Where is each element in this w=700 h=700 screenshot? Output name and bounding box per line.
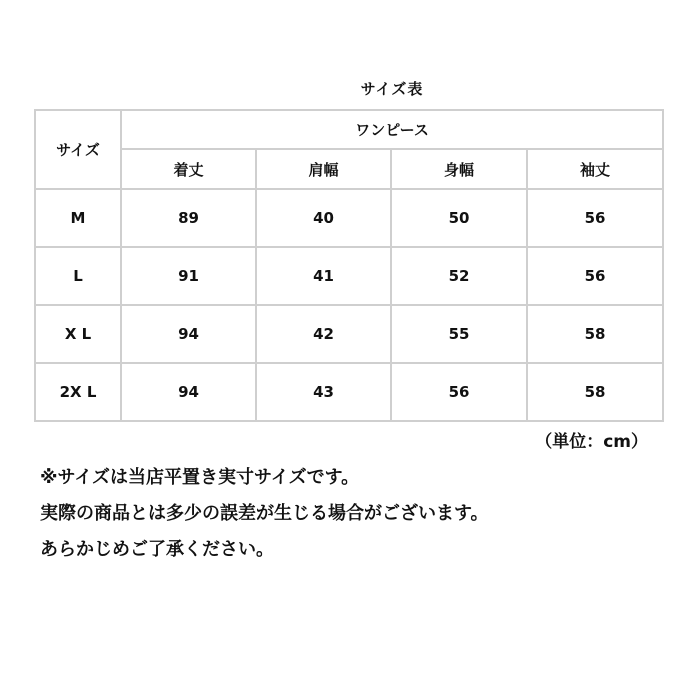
table-cell: 58 — [527, 363, 663, 421]
table-cell: 41 — [256, 247, 391, 305]
table-cell: 43 — [256, 363, 391, 421]
notes-block — [40, 460, 680, 568]
table-cell: 50 — [391, 189, 527, 247]
table-cell: 94 — [121, 363, 256, 421]
table-cell: 56 — [391, 363, 527, 421]
size-table — [34, 109, 664, 422]
table-cell: 42 — [256, 305, 391, 363]
table-row — [35, 189, 663, 247]
table-cell: 94 — [121, 305, 256, 363]
table-cell: 55 — [391, 305, 527, 363]
table-row — [35, 363, 663, 421]
table-row — [35, 247, 663, 305]
column-header-width: 身幅 — [391, 149, 527, 189]
note-line: 実際の商品とは多少の誤差が生じる場合がございます。 — [40, 503, 489, 524]
column-header-row — [35, 149, 663, 189]
size-label: M — [35, 189, 121, 247]
size-label: 2X L — [35, 363, 121, 421]
table-cell: 56 — [527, 189, 663, 247]
table-row — [35, 305, 663, 363]
table-title: サイズ表 — [360, 80, 424, 98]
size-header-cell: サイズ — [35, 110, 121, 189]
size-label: X L — [35, 305, 121, 363]
column-header-sleeve: 袖丈 — [527, 149, 663, 189]
table-cell: 89 — [121, 189, 256, 247]
column-header-length: 着丈 — [121, 149, 256, 189]
unit-note: （単位：cm） — [535, 432, 648, 452]
table-cell: 58 — [527, 305, 663, 363]
table-header-row — [35, 110, 663, 149]
column-header-shoulder: 肩幅 — [256, 149, 391, 189]
table-cell: 91 — [121, 247, 256, 305]
table-cell: 56 — [527, 247, 663, 305]
note-line: ※サイズは当店平置き実寸サイズです。 — [40, 467, 360, 488]
table-cell: 52 — [391, 247, 527, 305]
note-line: あらかじめご了承ください。 — [40, 539, 274, 560]
size-label: L — [35, 247, 121, 305]
group-header-cell: ワンピース — [121, 110, 663, 149]
table-cell: 40 — [256, 189, 391, 247]
